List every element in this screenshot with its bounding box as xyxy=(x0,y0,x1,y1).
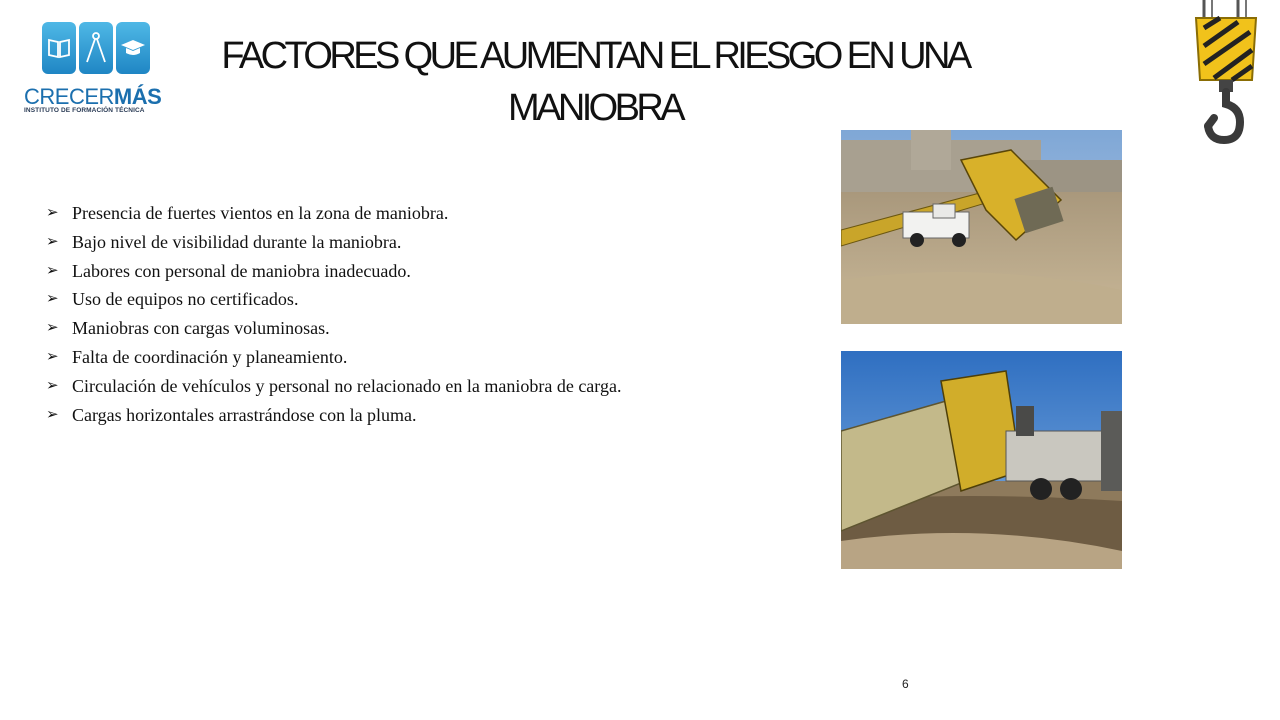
risk-factors-list xyxy=(46,199,621,429)
bullet-arrow-icon: ➢ xyxy=(46,291,59,308)
bullet-arrow-icon: ➢ xyxy=(46,233,59,250)
overturned-crane-photo-1 xyxy=(841,130,1122,324)
overturned-crane-photo-2 xyxy=(841,351,1122,569)
list-item xyxy=(46,285,621,314)
list-item xyxy=(46,314,621,343)
list-item-text: Cargas horizontales arrastrándose con la pluma. xyxy=(72,404,417,425)
bullet-arrow-icon: ➢ xyxy=(46,406,59,423)
list-item-text: Uso de equipos no certificados. xyxy=(72,289,299,310)
page-number: 6 xyxy=(902,677,909,691)
list-item xyxy=(46,199,621,228)
list-item-text: Presencia de fuertes vientos en la zona de maniobra. xyxy=(72,203,449,223)
list-item-text: Circulación de vehículos y personal no relacionado en la maniobra de carga. xyxy=(72,375,622,396)
list-item-text: Maniobras con cargas voluminosas. xyxy=(72,318,330,339)
bullet-arrow-icon: ➢ xyxy=(46,205,59,221)
bullet-arrow-icon: ➢ xyxy=(46,377,59,394)
book-icon xyxy=(42,22,76,74)
logo-brand-bold: MÁS xyxy=(113,84,162,109)
bullet-arrow-icon: ➢ xyxy=(46,348,59,365)
bullet-arrow-icon: ➢ xyxy=(46,320,59,337)
bullet-arrow-icon: ➢ xyxy=(46,262,59,279)
list-item xyxy=(46,401,621,430)
logo-brand-regular: CRECER xyxy=(24,84,114,109)
list-item xyxy=(46,372,621,401)
compass-icon xyxy=(79,22,113,74)
slide-title-line2: MANIOBRA xyxy=(508,87,682,129)
list-item xyxy=(46,228,621,257)
graduation-cap-icon xyxy=(116,22,150,74)
list-item-text: Bajo nivel de visibilidad durante la maniobra. xyxy=(72,231,402,252)
list-item xyxy=(46,343,621,372)
slide-title xyxy=(185,30,1005,134)
crecermas-logo xyxy=(22,22,182,114)
slide-title-line1: FACTORES QUE AUMENTAN EL RIESGO EN UNA xyxy=(221,35,969,77)
crane-hook-icon xyxy=(1186,0,1266,150)
list-item xyxy=(46,257,621,286)
logo-tagline: INSTITUTO DE FORMACIÓN TÉCNICA xyxy=(24,107,145,114)
list-item-text: Falta de coordinación y planeamiento. xyxy=(72,346,348,367)
list-item-text: Labores con personal de maniobra inadecuado. xyxy=(72,260,411,281)
logo-icon-group xyxy=(42,22,150,74)
